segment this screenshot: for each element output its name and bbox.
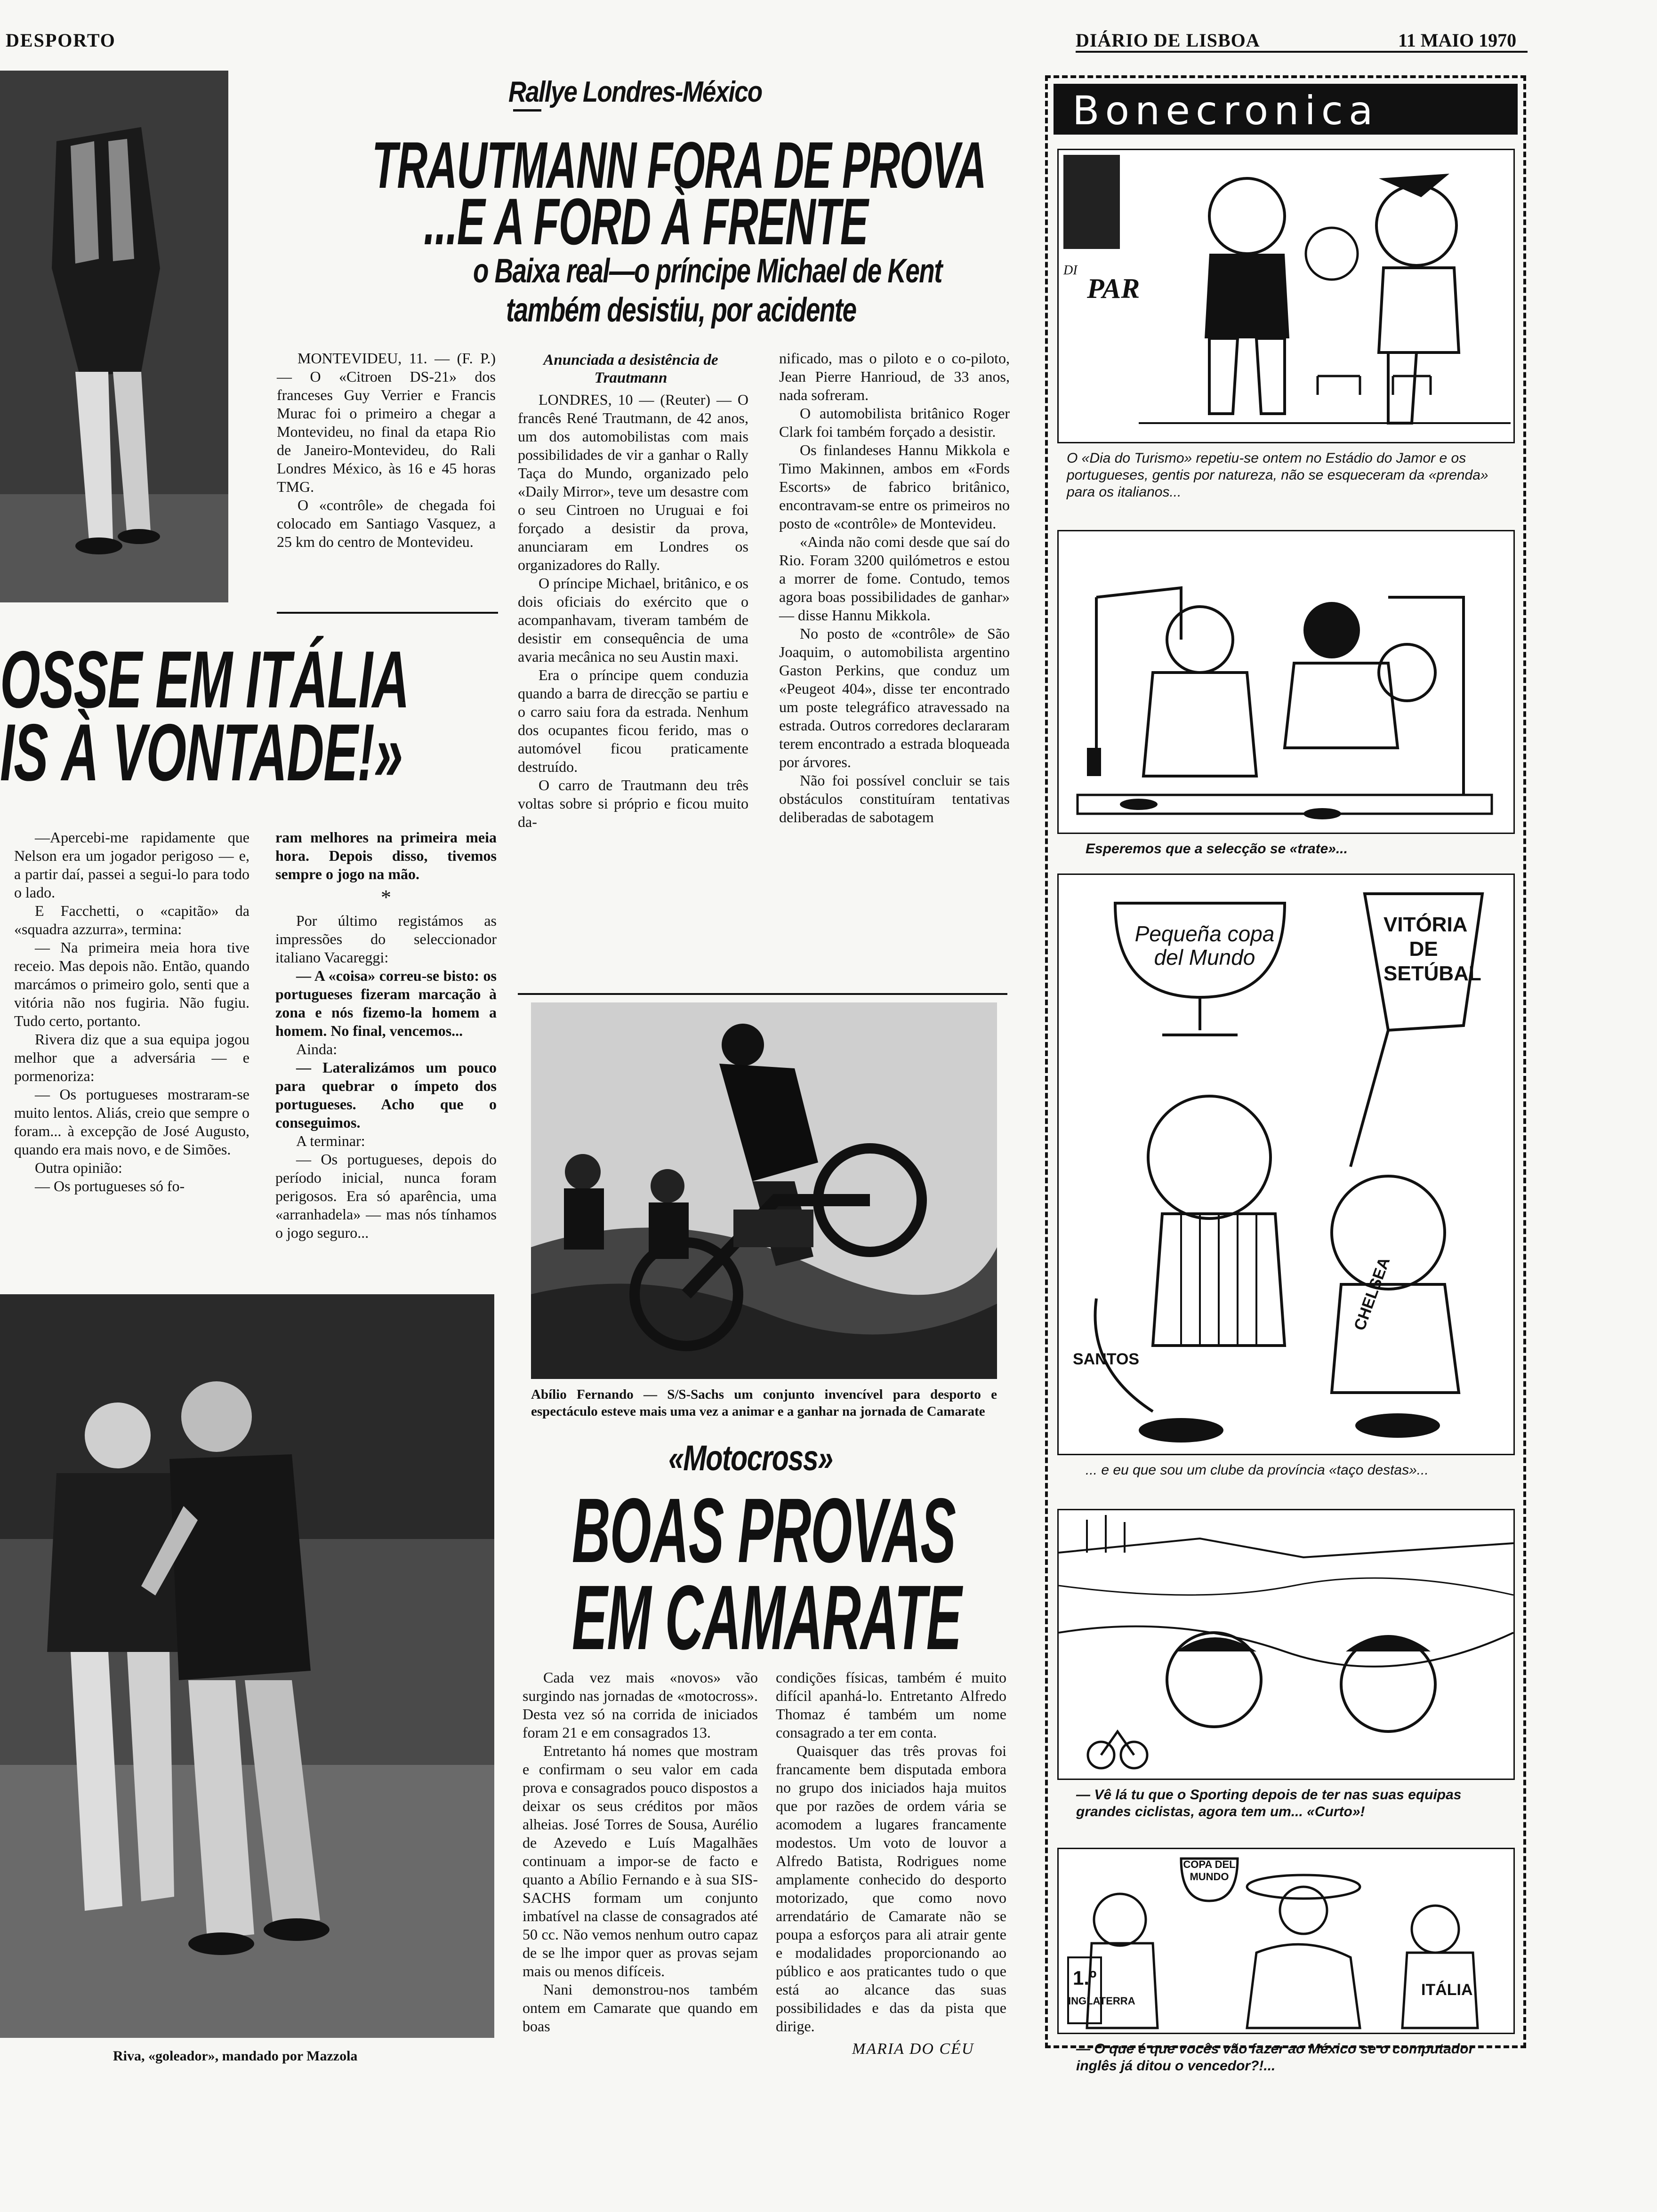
rally-subhead-1: o Baixa real—o príncipe Michael de Kent — [473, 252, 942, 290]
chelsea-label: CHELSEA — [1351, 1255, 1394, 1333]
rally-kicker: Rallye Londres-México — [508, 76, 762, 108]
paragraph: Quaisquer das três provas foi francamente bem disputada embora no grupo dos iniciados haja muitos que por razões de ordem vária se acomodem a lugares francamente modestos. Um voto de louvor a Alfredo Batista, Rodrigues nome amplamente conhecido do desporto motorizado, que como novo arrendatário de Camarate não se poupa a esforços para ali atrair gente e modalidades proporcionando ao público e aos praticantes tudo o que está ao alcance das suas possibilidades e das da pista que dirige. — [776, 1742, 1006, 2035]
italy-column-1 — [14, 828, 249, 1195]
motocross-headline-1: BOAS PROVAS — [572, 1479, 956, 1582]
paragraph: — A «coisa» correu-se bisto: os portugueses fizeram marcação à zona e nós fizemo-la homem a homem. No final, vencemos... — [275, 967, 497, 1039]
author-portrait — [1063, 155, 1120, 249]
signature-prefix: DI — [1063, 263, 1078, 278]
motocross-byline: MARIA DO CÉU — [852, 2040, 974, 2058]
cartoon-3 — [1057, 874, 1515, 1455]
paragraph: condições físicas, também é muito difícil apanhá-lo. Entretanto Alfredo Thomaz é também um nome consagrado a ter em conta. — [776, 1669, 1006, 1741]
rally-col2-heading: Anunciada a desistência de Trautmann — [543, 352, 718, 386]
paragraph: Cada vez mais «novos» vão surgindo nas jornadas de «motocross». Desta vez só na corrida de iniciados foram 21 e em consagrados 13. — [523, 1669, 758, 1741]
motocross-kicker: «Motocross» — [668, 1438, 833, 1478]
paragraph: Ainda: — [296, 1041, 338, 1058]
cartoon-5-caption: — O que é que vocês vão fazer ao México se o computador inglês já ditou o vencedor?!... — [1076, 2041, 1474, 2074]
motocross-photo-caption: Abílio Fernando — S/S-Sachs um conjunto invencível para desporto e espectáculo esteve mais uma vez a animar e a ganhar na jornada de Camarate — [531, 1387, 997, 1419]
paragraph: —Apercebi-me rapidamente que Nelson era um jogador perigoso — e, a partir daí, passei a segui-lo para todo o lado. — [14, 829, 249, 901]
paragraph: LONDRES, 10 — (Reuter) — O francês René Trautmann, de 42 anos, um dos automobilistas com mais possibilidades de vir a ganhar o Rally Taça do Mundo, organizado pelo «Daily Mirror», teve um desastre com o seu Cintroen no Uruguai e foi forçado a desistir da prova, anunciaram em Londres os organizadores do Rally. — [518, 391, 748, 573]
paragraph: Os finlandeses Hannu Mikkola e Timo Makinnen, ambos em «Fords Escorts» de fabrico britânico, encontravam-se entre os primeiros no posto de «contrôle» de Montevideu. — [779, 441, 1010, 532]
signature: PAR — [1087, 273, 1140, 304]
cup-label: Pequeña copa del Mundo — [1134, 922, 1275, 970]
riva-photo — [0, 1294, 494, 2038]
football-photo-top — [0, 71, 228, 602]
paragraph: O automobilista britânico Roger Clark foi também forçado a desistir. — [779, 405, 1010, 440]
rally-headline-2: ...E A FORD À FRENTE — [424, 184, 868, 258]
cup-copa-label: COPA DEL MUNDO — [1183, 1859, 1236, 1883]
paragraph: No posto de «contrôle» de São Joaquim, o automobilista argentino Gaston Perkins, que conduz um «Peugeot 404», disse ter encontrado um poste telegráfico atravessado na estrada. Outros corredores declararam terem encontrado a estrada bloqueada por árvores. — [779, 625, 1010, 770]
paragraph: Não foi possível concluir se tais obstáculos constituíram tentativas deliberadas de sabotagem — [779, 772, 1010, 825]
cartoon-2 — [1057, 530, 1515, 834]
paragraph: Outra opinião: — [35, 1159, 122, 1176]
paragraph: — Lateralizámos um pouco para quebrar o ímpeto dos portugueses. Acho que o conseguimos. — [275, 1059, 497, 1131]
bonecronica-column — [1045, 75, 1526, 2074]
paragraph: Rivera diz que a sua equipa jogou melhor que a adversária — e pormenoriza: — [14, 1031, 249, 1084]
italy-headline-2: IS À VONTADE!» — [0, 707, 402, 798]
masthead-date: 11 MAIO 1970 — [1398, 30, 1517, 51]
masthead-paper: DIÁRIO DE LISBOA — [1076, 30, 1260, 51]
paragraph: Nani demonstrou-nos também ontem em Camarate que quando em boas — [523, 1981, 758, 2035]
cartoon-3-caption: ... e eu que sou um clube da província «taço destas»... — [1086, 1462, 1429, 1478]
asterisk-separator: * — [381, 886, 391, 909]
santos-label: SANTOS — [1073, 1350, 1140, 1368]
motocross-photo — [531, 1002, 997, 1379]
motocross-column-1 — [523, 1668, 758, 2036]
paragraph: — Os portugueses, depois do período inicial, nunca foram perigosos. Era só aparência, uma «arranhadela» — mas nós tínhamos o jogo seguro... — [275, 1151, 497, 1241]
paragraph: O carro de Trautmann deu três voltas sobre si próprio e ficou muito da- — [518, 777, 748, 830]
cartoon-4 — [1057, 1509, 1515, 1780]
cartoon-1 — [1057, 149, 1515, 443]
masthead-section: DESPORTO — [6, 30, 116, 51]
bonecronica-title-bar — [1054, 84, 1518, 135]
paragraph: A terminar: — [296, 1132, 365, 1149]
masthead-rule — [1076, 51, 1528, 53]
rally-column-3 — [779, 349, 1010, 826]
cartoon-4-caption: — Vê lá tu que o Sporting depois de ter nas suas equipas grandes ciclistas, agora tem um... «Curto»! — [1076, 1787, 1462, 1819]
england-label: INGLATERRA — [1068, 1995, 1135, 2007]
paragraph: — Na primeira meia hora tive receio. Mas depois não. Então, quando marcámos o primeiro golo, senti que a vitória não nos fugiria. Não fugiu. Tudo certo, portanto. — [14, 939, 249, 1029]
cartoon-2-caption: Esperemos que a selecção se «trate»... — [1086, 841, 1348, 857]
paragraph: MONTEVIDEU, 11. — (F. P.) — O «Citroen DS-21» dos franceses Guy Verrier e Francis Murac foi o primeiro a chegar a Montevideu, no final da etapa Rio de Janeiro-Montevideu, do Rali Londres México, às 16 e 45 horas TMG. — [277, 350, 496, 495]
motocross-top-rule — [518, 993, 1007, 995]
paragraph: «Ainda não comi desde que saí do Rio. Foram 3200 quilómetros e estou a morrer de fome. Contudo, temos agora boas possibilidades de ganhar» — disse Hannu Mikkola. — [779, 533, 1010, 624]
first-place-label: 1.º — [1073, 1967, 1097, 1989]
paragraph: Entretanto há nomes que mostram e confirmam o seu valor em cada prova e consagrados pouco dispostos a deixar os seus créditos por mãos alheias. José Torres de Sousa, Aurélio de Azevedo e Luís Magalhães continuam a impor-se de facto e quanto a Abílio Fernando e à sua SIS-SACHS formam um conjunto imbatível na classe de consagrados até 50 cc. Não vemos nenhum outro capaz de se lhe impor quer as provas sejam mais ou menos difíceis. — [523, 1742, 758, 1980]
flag-label: VITÓRIA DE SETÚBAL — [1384, 913, 1481, 985]
paragraph: ram melhores na primeira meia hora. Depois disso, tivemos sempre o jogo na mão. — [275, 829, 497, 882]
rally-subhead-2: também desistiu, por acidente — [506, 291, 856, 329]
cartoon-1-caption: O «Dia do Turismo» repetiu-se ontem no Estádio do Jamor e os portugueses, gentis por natureza, não se esqueceram da «prenda» para os italianos... — [1067, 450, 1488, 500]
paragraph: Era o príncipe quem conduzia quando a barra de direcção se partiu e o carro saiu fora da estrada. Nenhum dos ocupantes ficou ferido, mas o automóvel ficou praticamente destruído. — [518, 666, 748, 775]
paragraph: E Facchetti, o «capitão» da «squadra azzurra», termina: — [14, 902, 249, 938]
paragraph: — Os portugueses só fo- — [35, 1178, 185, 1194]
italy-headline-1: OSSE EM ITÁLIA — [0, 634, 409, 725]
italy-column-2 — [275, 828, 497, 1242]
rally-column-1 — [277, 349, 496, 551]
rally-kicker-underline — [513, 109, 541, 112]
paragraph: O príncipe Michael, britânico, e os dois oficiais do exército que o acompanhavam, tiveram também de desistir em consequência de uma avaria mecânica no seu Austin maxi. — [518, 575, 748, 665]
italy-label: ITÁLIA — [1421, 1981, 1473, 1999]
bonecronica-title: Bonecronica — [1072, 88, 1379, 134]
paragraph: O «contrôle» de chegada foi colocado em Santiago Vasquez, a 25 km do centro de Montevideu. — [277, 497, 496, 550]
cartoon-5 — [1057, 1848, 1515, 2034]
paragraph: — Os portugueses mostraram-se muito lentos. Aliás, creio que sempre o foram... à excepção de José Augusto, quando era mais novo, e de Simões. — [14, 1086, 249, 1158]
paragraph: Por último registámos as impressões do seleccionador italiano Vacareggi: — [275, 912, 497, 966]
motocross-headline-2: EM CAMARATE — [572, 1566, 962, 1669]
rally-headline-1: TRAUTMANN FORA DE PROVA — [372, 128, 986, 202]
riva-photo-caption: Riva, «goleador», mandado por Mazzola — [113, 2048, 358, 2064]
rally-column-2 — [518, 391, 748, 831]
motocross-column-2 — [776, 1668, 1006, 2036]
paragraph: nificado, mas o piloto e o co-piloto, Jean Pierre Hanrioud, de 33 anos, nada sofreram. — [779, 350, 1010, 403]
rally-column-rule — [277, 612, 498, 614]
